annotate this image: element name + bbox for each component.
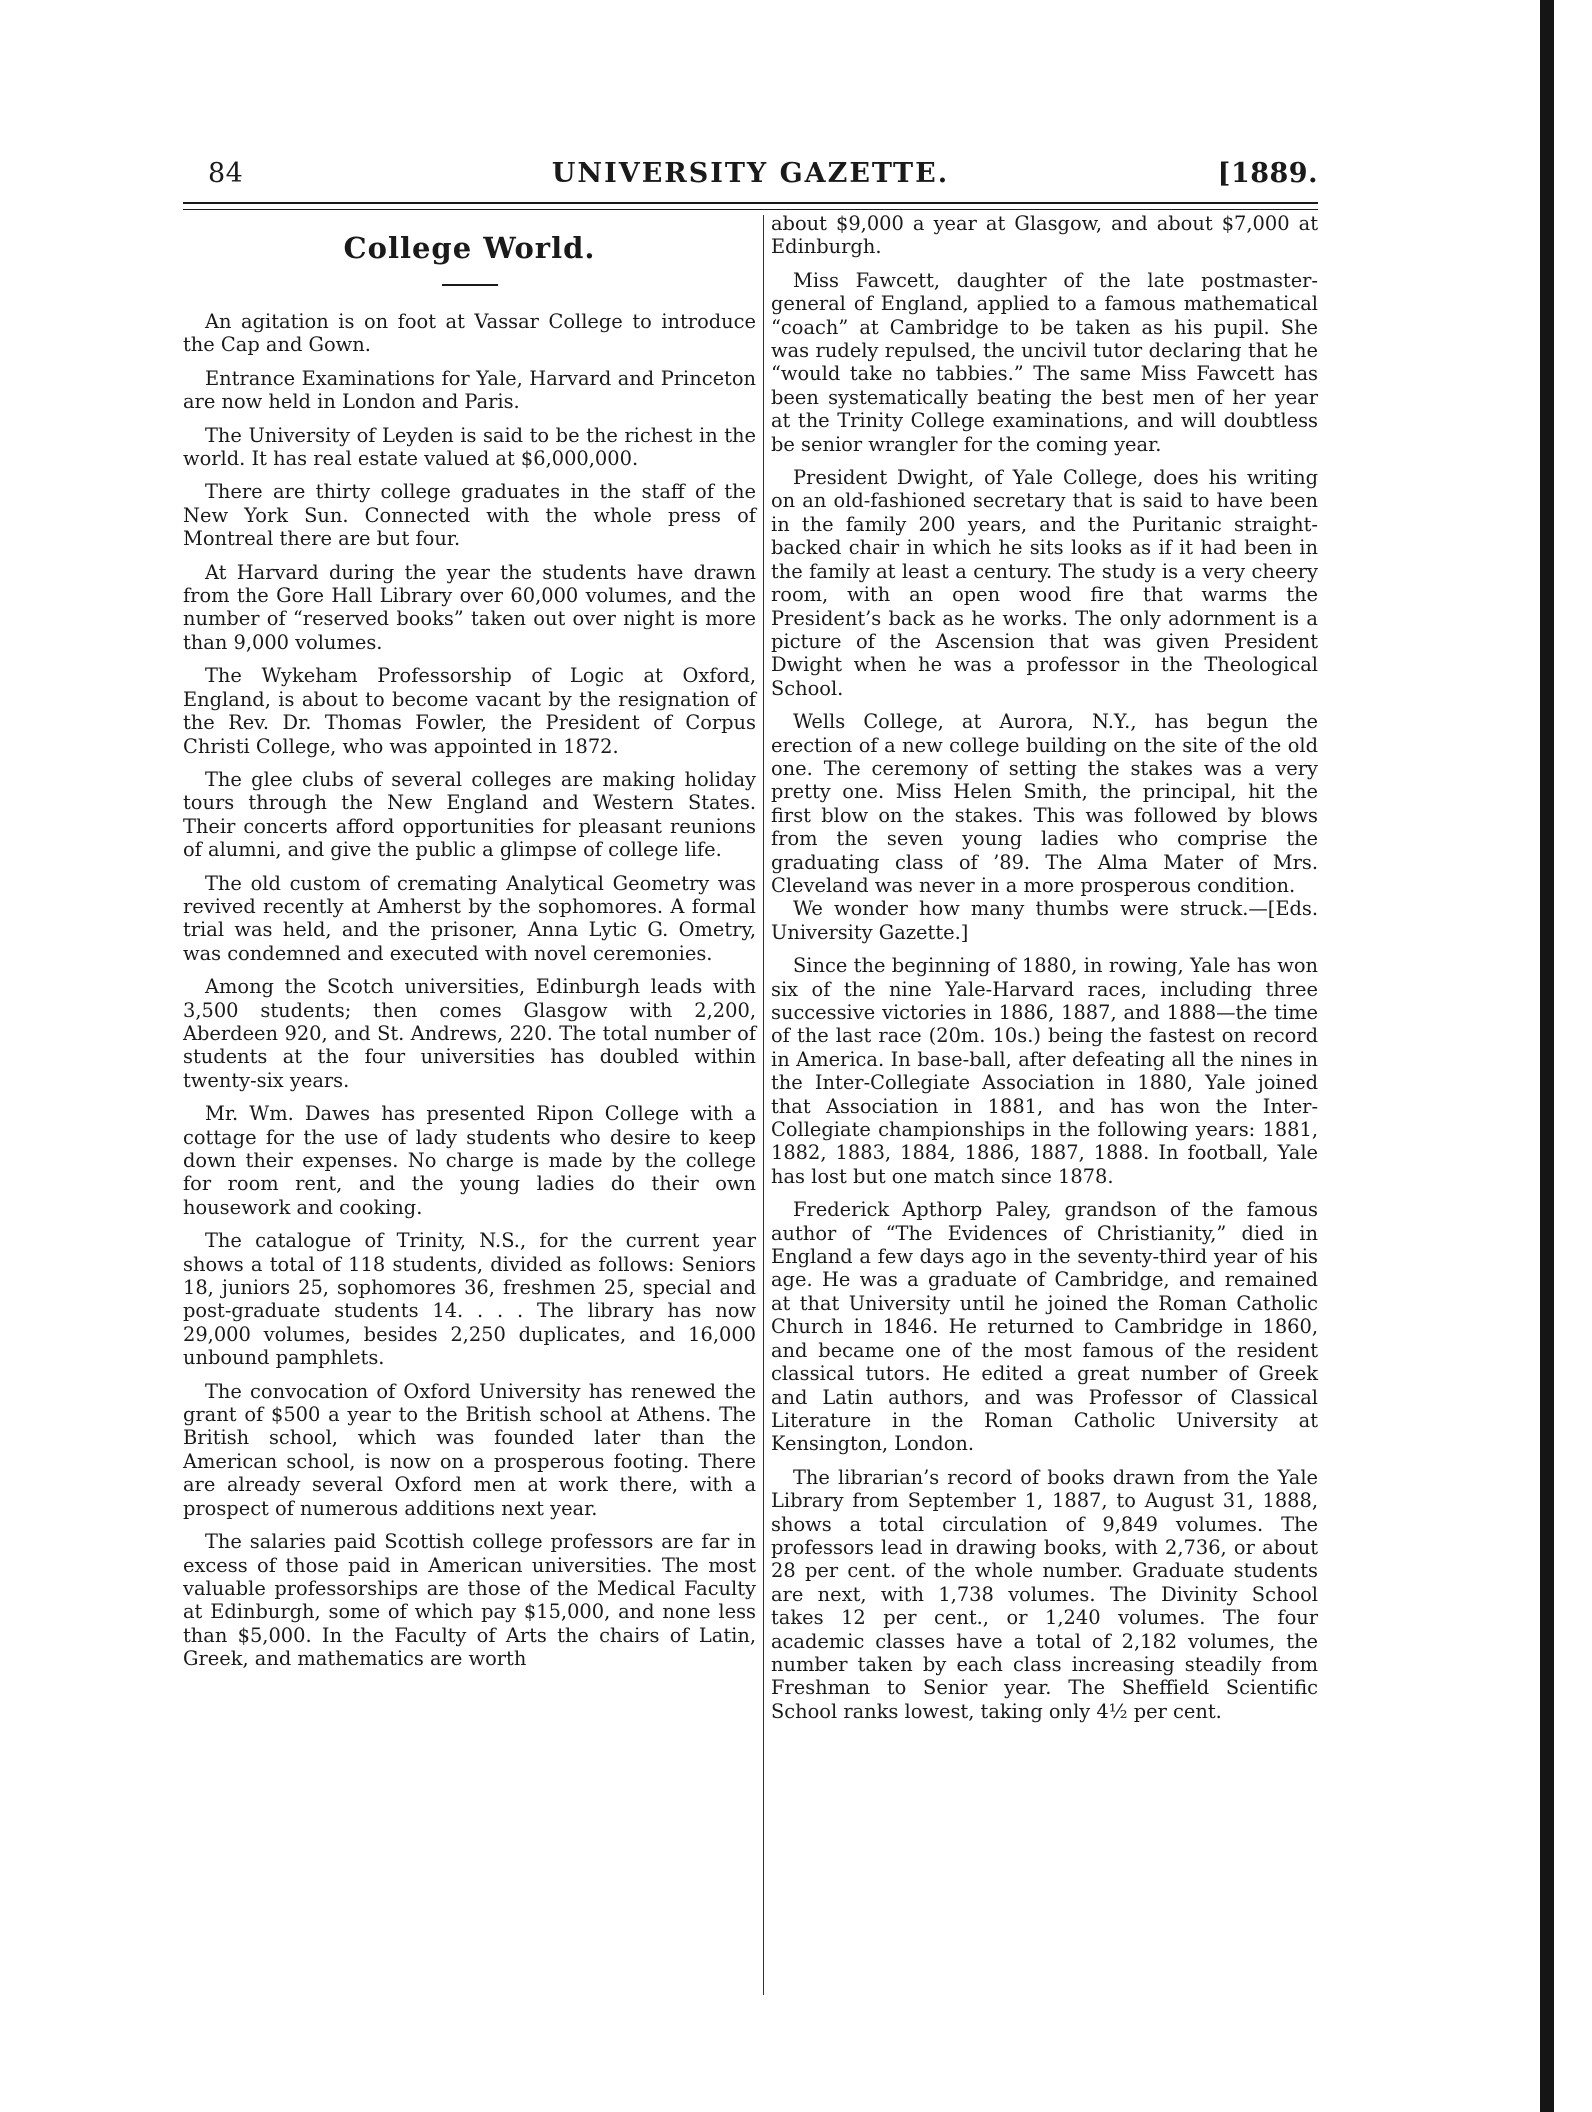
publication-year: [1889. (1217, 158, 1318, 189)
paragraph: There are thirty college graduates in the staff of the New York Sun. Connected with the whole press of Montreal there are but four. (183, 480, 756, 551)
column-divider (763, 215, 764, 1995)
left-column (183, 212, 756, 1681)
paragraph: The glee clubs of several colleges are making holiday tours through the New England and Western States. Their concerts afford opportunities for pleasant reunions of alumni, and give the public a glimpse of college life. (183, 767, 756, 862)
paragraph: An agitation is on foot at Vassar College to introduce the Cap and Gown. (183, 310, 756, 357)
page-number: 84 (208, 158, 244, 189)
paragraph: At Harvard during the year the students have drawn from the Gore Hall Library over 60,000 volumes, and the number of “reserved books” taken out over night is more than 9,000 volumes. (183, 560, 756, 654)
paragraph: Wells College, at Aurora, N.Y., has begun the erection of a new college building on the site of the old one. The ceremony of setting the stakes was a very pretty one. Miss Helen Smith, the principal, hit the first blow on the stakes. This was followed by blows from the seven young ladies who comprise the graduating class of ’89. The Alma Mater of Mrs. Cleveland was never in a more prosperous condition. (771, 710, 1318, 897)
header-rule-thin (183, 209, 1318, 210)
paragraph: President Dwight, of Yale College, does his writing on an old-fashioned secretary that is said to have been in the family 200 years, and the Puritanic straight-backed chair in which he sits looks as if it had been in the family at least a century. The study is a very cheery room, with an open wood fire that warms the President’s back as he works. The only adornment is a picture of the Ascension that was given President Dwight when he was a professor in the Theological School. (771, 466, 1318, 700)
publication-title: UNIVERSITY GAZETTE. (551, 158, 950, 189)
header-rule-thick (183, 202, 1318, 204)
running-header (183, 150, 1318, 194)
section-title: College World. (343, 231, 596, 265)
paragraph: Mr. Wm. Dawes has presented Ripon College with a cottage for the use of lady students who desire to keep down their expenses. No charge is made by the college for room rent, and the young ladies do their own housework and cooking. (183, 1102, 756, 1219)
paragraph: The Wykeham Professorship of Logic at Oxford, England, is about to become vacant by the resignation of the Rev. Dr. Thomas Fowler, the President of Corpus Christi College, who was appointed in 1872. (183, 664, 756, 758)
paragraph: Frederick Apthorp Paley, grandson of the famous author of “The Evidences of Christianity,” died in England a few days ago in the seventy-third year of his age. He was a graduate of Cambridge, and remained at that University until he joined the Roman Catholic Church in 1846. He returned to Cambridge in 1860, and became one of the most famous of the resident classical tutors. He edited a great number of Greek and Latin authors, and was Professor of Classical Literature in the Roman Catholic University at Kensington, London. (771, 1198, 1318, 1456)
scan-edge-bar (1540, 0, 1554, 2112)
paragraph: The old custom of cremating Analytical Geometry was revived recently at Amherst by the sophomores. A formal trial was held, and the prisoner, Anna Lytic G. Ometry, was condemned and executed with novel ceremonies. (183, 871, 756, 965)
paragraph: Miss Fawcett, daughter of the late postmaster-general of England, applied to a famous mathematical “coach” at Cambridge to be taken as his pupil. She was rudely repulsed, the uncivil tutor declaring that he “would take no tabbies.” The same Miss Fawcett has been systematically beating the best men of her year at the Trinity College examinations, and will doubtless be senior wrangler for the coming year. (771, 268, 1318, 456)
paragraph: We wonder how many thumbs were struck.—[Eds. University Gazette.] (771, 897, 1318, 944)
right-column (771, 212, 1318, 1733)
paragraph-continuation: about $9,000 a year at Glasgow, and about $7,000 at Edinburgh. (771, 212, 1318, 259)
scan-edge (1540, 0, 1592, 2112)
paragraph: Since the beginning of 1880, in rowing, Yale has won six of the nine Yale-Harvard races, including three successive victories in 1886, 1887, and 1888—the time of the last race (20m. 10s.) being the fastest on record in America. In base-ball, after defeating all the nines in the Inter-Collegiate Association in 1880, Yale joined that Association in 1881, and has won the Inter-Collegiate championships in the following years: 1881, 1882, 1883, 1884, 1886, 1887, 1888. In football, Yale has lost but one match since 1878. (771, 954, 1318, 1188)
paragraph: Among the Scotch universities, Edinburgh leads with 3,500 students; then comes Glasgow with 2,200, Aberdeen 920, and St. Andrews, 220. The total number of students at the four universities has doubled within twenty-six years. (183, 975, 756, 1092)
page (183, 140, 1318, 2040)
paragraph: The convocation of Oxford University has renewed the grant of $500 a year to the British school at Athens. The British school, which was founded later than the American school, is now on a prosperous footing. There are already several Oxford men at work there, with a prospect of numerous additions next year. (183, 1379, 756, 1520)
paragraph: The librarian’s record of books drawn from the Yale Library from September 1, 1887, to August 31, 1888, shows a total circulation of 9,849 volumes. The professors lead in drawing books, with 2,736, or about 28 per cent. of the whole number. Graduate students are next, with 1,738 volumes. The Divinity School takes 12 per cent., or 1,240 volumes. The four academic classes have a total of 2,182 volumes, the number taken by each class increasing steadily from Freshman to Senior year. The Sheffield Scientific School ranks lowest, taking only 4½ per cent. (771, 1465, 1318, 1723)
paragraph: The catalogue of Trinity, N.S., for the current year shows a total of 118 students, divided as follows: Seniors 18, juniors 25, sophomores 36, freshmen 25, special and post-graduate students 14. . . . The library has now 29,000 volumes, besides 2,250 duplicates, and 16,000 unbound pamphlets. (183, 1229, 756, 1370)
paragraph: The University of Leyden is said to be the richest in the world. It has real estate valued at $6,000,000. (183, 423, 756, 471)
section-title-rule (442, 284, 498, 286)
paragraph: The salaries paid Scottish college professors are far in excess of those paid in American universities. The most valuable professorships are those of the Medical Faculty at Edinburgh, some of which pay $15,000, and none less than $5,000. In the Faculty of Arts the chairs of Latin, Greek, and mathematics are worth (183, 1530, 756, 1671)
paragraph: Entrance Examinations for Yale, Harvard and Princeton are now held in London and Paris. (183, 366, 756, 414)
